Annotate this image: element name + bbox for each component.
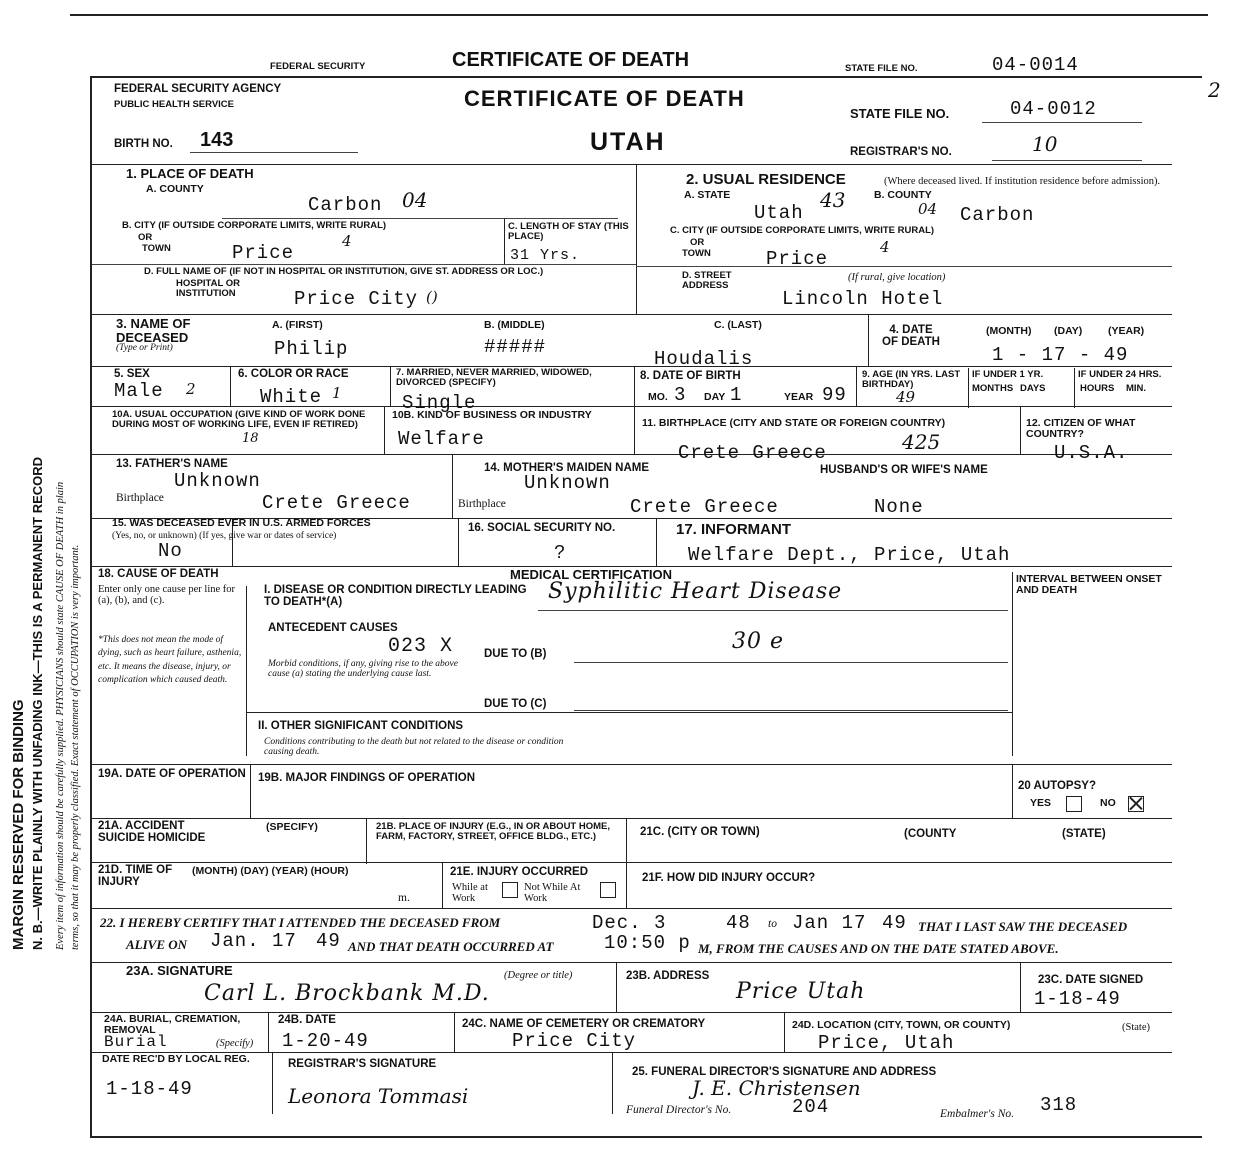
physician-signature: Carl L. Brockbank M.D. bbox=[204, 981, 490, 1006]
mother-birthplace-label: Birthplace bbox=[458, 498, 506, 510]
race: White bbox=[260, 386, 323, 408]
injury-meridiem-label: m. bbox=[398, 892, 410, 904]
race-label: 6. COLOR OR RACE bbox=[238, 368, 349, 380]
burial-label: 24A. BURIAL, CREMATION, REMOVAL bbox=[104, 1013, 241, 1037]
residence-state-label: A. STATE bbox=[684, 189, 731, 201]
length-of-stay: 31 Yrs. bbox=[510, 247, 581, 264]
residence-city-code: 4 bbox=[880, 238, 890, 256]
not-at-work-label: Not While At Work bbox=[524, 882, 581, 905]
residence-label: 2. USUAL RESIDENCE bbox=[686, 171, 846, 188]
residence-or-label: OR bbox=[690, 237, 705, 248]
date-of-death: 1 - 17 - 49 bbox=[992, 344, 1129, 366]
date-signed: 1-18-49 bbox=[1034, 988, 1121, 1010]
autopsy-yes-label: YES bbox=[1030, 797, 1052, 809]
cemetery-name: Price City bbox=[512, 1030, 637, 1052]
street-label: D. STREET ADDRESS bbox=[682, 270, 732, 291]
birth-year: 99 bbox=[822, 384, 847, 406]
last-name: Houdalis bbox=[654, 348, 754, 370]
medical-certification-title: MEDICAL CERTIFICATION bbox=[510, 567, 673, 582]
name-label: 3. NAME OF DECEASED bbox=[116, 316, 191, 345]
accident-label: 21A. ACCIDENT SUICIDE HOMICIDE bbox=[98, 820, 206, 845]
certify-statement-3: M, FROM THE CAUSES AND ON THE DATE STATED ABOVE. bbox=[698, 941, 1059, 956]
physician-address: Price Utah bbox=[736, 979, 866, 1004]
sex-label: 5. SEX bbox=[114, 368, 150, 380]
director-no-label: Funeral Director's No. bbox=[626, 1104, 732, 1116]
under-24-hours-label: IF UNDER 24 HRS. bbox=[1078, 369, 1162, 380]
while-at-work-checkbox[interactable] bbox=[502, 882, 518, 898]
attended-from-year: 48 bbox=[726, 912, 751, 934]
spouse-label: HUSBAND'S OR WIFE'S NAME bbox=[820, 464, 988, 476]
back-title: CERTIFICATE OF DEATH bbox=[452, 49, 690, 71]
attended-to-label: to bbox=[768, 918, 777, 930]
registrar-signature-label: REGISTRAR'S SIGNATURE bbox=[288, 1058, 437, 1070]
address-label: 23B. ADDRESS bbox=[626, 970, 710, 982]
institution-name: Price City bbox=[294, 288, 419, 310]
minutes-label: MIN. bbox=[1126, 383, 1147, 394]
due-to-c-label: DUE TO (C) bbox=[484, 698, 547, 710]
certificate-title: CERTIFICATE OF DEATH bbox=[464, 86, 745, 111]
months-label: MONTHS bbox=[972, 383, 1014, 394]
cause-definition-note: *This does not mean the mode of dying, such as heart failure, asthenia, etc. It means the disease, injury, or complication which caused death. bbox=[98, 635, 242, 685]
name-print-note: (Type or Print) bbox=[116, 343, 173, 353]
primary-cause: Syphilitic Heart Disease bbox=[548, 579, 843, 604]
age-label: 9. AGE (IN YRS. LAST BIRTHDAY) bbox=[862, 369, 961, 390]
father-birthplace-label: Birthplace bbox=[116, 492, 164, 504]
birthplace-code: 425 bbox=[902, 430, 941, 454]
father-name-label: 13. FATHER'S NAME bbox=[116, 458, 228, 470]
burial-type: Burial bbox=[104, 1033, 168, 1051]
attended-from: Dec. 3 bbox=[592, 912, 667, 934]
antecedent-label: ANTECEDENT CAUSES bbox=[268, 622, 398, 634]
residence-state-code: 43 bbox=[820, 188, 846, 212]
certify-statement-1: 22. I HEREBY CERTIFY THAT I ATTENDED THE DECEASED FROM bbox=[100, 915, 501, 930]
agency-name: FEDERAL SECURITY AGENCY bbox=[114, 83, 282, 95]
not-at-work-checkbox[interactable] bbox=[600, 882, 616, 898]
autopsy-yes-checkbox[interactable] bbox=[1066, 796, 1082, 812]
occupation: 18 bbox=[242, 431, 259, 446]
injury-state-label: (STATE) bbox=[1062, 828, 1106, 840]
residence-state: Utah bbox=[754, 202, 804, 224]
birthplace: Crete Greece bbox=[678, 442, 827, 464]
alive-on-label: ALIVE ON bbox=[126, 937, 188, 952]
death-city: Price bbox=[232, 242, 295, 264]
place-of-death-label: 1. PLACE OF DEATH bbox=[126, 166, 254, 181]
marital-status: Single bbox=[402, 392, 477, 414]
mother-name-label: 14. MOTHER'S MAIDEN NAME bbox=[484, 462, 650, 474]
margin-binding-note: MARGIN RESERVED FOR BINDING bbox=[10, 699, 27, 950]
signature-label: 23A. SIGNATURE bbox=[126, 963, 233, 978]
date-received-label: DATE REC'D BY LOCAL REG. bbox=[102, 1053, 250, 1065]
death-month-label: (MONTH) bbox=[986, 325, 1032, 337]
accident-specify-label: (SPECIFY) bbox=[266, 821, 318, 833]
citizen-label: 12. CITIZEN OF WHAT COUNTRY? bbox=[1026, 417, 1136, 441]
hospital-label: HOSPITAL OR INSTITUTION bbox=[176, 278, 241, 299]
date-of-birth-label: 8. DATE OF BIRTH bbox=[640, 370, 741, 382]
date-signed-label: 23C. DATE SIGNED bbox=[1038, 974, 1144, 986]
city-or-label: OR bbox=[138, 232, 153, 243]
date-of-death-label: 4. DATE OF DEATH bbox=[882, 324, 940, 349]
birth-day-label: DAY bbox=[704, 391, 726, 403]
under-one-year-label: IF UNDER 1 YR. bbox=[972, 369, 1044, 380]
burial-location: Price, Utah bbox=[818, 1032, 955, 1054]
director-number: 204 bbox=[792, 1096, 830, 1118]
birth-year-label: YEAR bbox=[784, 391, 814, 403]
age: 49 bbox=[896, 388, 916, 406]
registrar-signature: Leonora Tommasi bbox=[288, 1084, 469, 1108]
agency-service: PUBLIC HEALTH SERVICE bbox=[114, 99, 234, 110]
morbid-note: Morbid conditions, if any, giving rise to the above cause (a) stating the underlying cause last. bbox=[268, 659, 458, 679]
father-name: Unknown bbox=[174, 470, 261, 492]
spouse-name: None bbox=[874, 496, 924, 518]
first-name-label: A. (FIRST) bbox=[272, 319, 323, 331]
interval-label: INTERVAL BETWEEN ONSET AND DEATH bbox=[1016, 573, 1162, 597]
other-conditions-note: Conditions contributing to the death but not related to the disease or condition causing death. bbox=[264, 737, 564, 757]
race-code: 1 bbox=[332, 384, 342, 402]
attended-to: Jan 17 bbox=[792, 912, 867, 934]
birth-month: 3 bbox=[674, 384, 687, 406]
location-label: 24D. LOCATION (CITY, TOWN, OR COUNTY) bbox=[792, 1019, 1011, 1031]
registrar-no-label: REGISTRAR'S NO. bbox=[850, 146, 952, 158]
state-file-number: 04-0012 bbox=[1010, 98, 1097, 120]
birth-month-label: MO. bbox=[648, 391, 668, 403]
citizenship: U.S.A. bbox=[1054, 442, 1129, 464]
margin-instructions-1: Every item of information should be carefully supplied. PHYSICIANS should state CAUSE OF DEATH in plain bbox=[55, 481, 66, 950]
embalmer-number: 318 bbox=[1040, 1094, 1078, 1116]
institution-code: () bbox=[426, 288, 438, 306]
occupation-label: 10A. USUAL OCCUPATION (GIVE KIND OF WORK DONE DURING MOST OF WORKING LIFE, EVEN IF RETIRED) bbox=[112, 409, 366, 430]
institution-label: D. FULL NAME OF (IF NOT IN HOSPITAL OR INSTITUTION, GIVE ST. ADDRESS OR LOC.) bbox=[144, 266, 544, 277]
armed-forces-label: 15. WAS DECEASED EVER IN U.S. ARMED FORCES bbox=[112, 517, 371, 529]
disease-label: I. DISEASE OR CONDITION DIRECTLY LEADING TO DEATH*(A) bbox=[264, 584, 527, 609]
birth-no-label: BIRTH NO. bbox=[114, 138, 173, 150]
town-label: TOWN bbox=[142, 243, 171, 254]
alive-on-date: Jan. 17 bbox=[210, 930, 297, 952]
mother-name: Unknown bbox=[524, 472, 611, 494]
burial-date: 1-20-49 bbox=[282, 1030, 369, 1052]
death-county: Carbon bbox=[308, 194, 383, 216]
residence-city-label: C. CITY (IF OUTSIDE CORPORATE LIMITS, WRITE RURAL) bbox=[670, 225, 935, 236]
location-state-label: (State) bbox=[1122, 1022, 1150, 1033]
date-received: 1-18-49 bbox=[106, 1078, 193, 1100]
back-agency: FEDERAL SECURITY bbox=[270, 61, 366, 72]
stay-label: C. LENGTH OF STAY (THIS PLACE) bbox=[508, 221, 629, 242]
sex: Male bbox=[114, 380, 164, 402]
margin-instructions-2: terms, so that it may be properly classified. Exact statement of OCCUPATION is very important. bbox=[70, 544, 81, 950]
father-birthplace: Crete Greece bbox=[262, 492, 411, 514]
while-at-work-label: While at Work bbox=[452, 882, 488, 905]
birth-number: 143 bbox=[200, 129, 234, 151]
armed-forces-note: (Yes, no, or unknown) (If yes, give war or dates of service) bbox=[112, 531, 337, 541]
residence-city: Price bbox=[766, 248, 829, 270]
injury-city-label: 21C. (CITY OR TOWN) bbox=[640, 826, 760, 838]
marital-label: 7. MARRIED, NEVER MARRIED, WIDOWED, DIVORCED (SPECIFY) bbox=[396, 367, 592, 388]
operation-findings-label: 19B. MAJOR FINDINGS OF OPERATION bbox=[258, 772, 476, 784]
injury-time-columns: (MONTH) (DAY) (YEAR) (HOUR) bbox=[192, 865, 349, 877]
back-file-no: 04-0014 bbox=[992, 54, 1079, 76]
armed-forces: No bbox=[158, 540, 183, 562]
city-label: B. CITY (IF OUTSIDE CORPORATE LIMITS, WRITE RURAL) bbox=[122, 220, 387, 231]
injury-place-label: 21B. PLACE OF INJURY (E.G., IN OR ABOUT HOME, FARM, FACTORY, STREET, OFFICE BLDG., ETC.) bbox=[376, 821, 611, 842]
injury-county-label: (COUNTY bbox=[904, 828, 957, 840]
cause-code: 023 X bbox=[388, 635, 454, 658]
death-county-code: 04 bbox=[402, 188, 428, 212]
due-to-b-label: DUE TO (B) bbox=[484, 648, 547, 660]
alive-on-year: 49 bbox=[316, 930, 341, 952]
registrar-number: 10 bbox=[1032, 132, 1058, 156]
residence-county-label: B. COUNTY bbox=[874, 189, 932, 201]
first-name: Philip bbox=[274, 338, 349, 360]
cause-note: Enter only one cause per line for (a), (b), and (c). bbox=[98, 584, 236, 607]
state-title: UTAH bbox=[590, 128, 666, 156]
attended-to-year: 49 bbox=[882, 912, 907, 934]
death-day-label: (DAY) bbox=[1054, 325, 1083, 337]
corner-mark: 2 bbox=[1208, 78, 1221, 102]
margin-ink-note: N. B.—WRITE PLAINLY WITH UNFADING INK—THIS IS A PERMANENT RECORD bbox=[30, 456, 45, 950]
residence-county: Carbon bbox=[960, 204, 1035, 226]
sex-code: 2 bbox=[186, 380, 196, 398]
certify-statement-2: THAT I LAST SAW THE DECEASED bbox=[918, 919, 1128, 934]
days-label: DAYS bbox=[1020, 383, 1046, 394]
middle-name-label: B. (MIDDLE) bbox=[484, 319, 545, 331]
county-label: A. COUNTY bbox=[146, 183, 204, 195]
other-conditions-label: II. OTHER SIGNIFICANT CONDITIONS bbox=[258, 720, 464, 732]
death-city-code: 4 bbox=[342, 232, 352, 250]
residence-county-code: 04 bbox=[918, 200, 938, 218]
birth-day: 1 bbox=[730, 384, 743, 406]
operation-date-label: 19A. DATE OF OPERATION bbox=[98, 768, 246, 780]
hours-label: HOURS bbox=[1080, 383, 1115, 394]
injury-occurred-label: 21E. INJURY OCCURRED bbox=[450, 866, 589, 878]
middle-name: ##### bbox=[484, 336, 547, 358]
business-label: 10B. KIND OF BUSINESS OR INDUSTRY bbox=[392, 409, 592, 421]
business: Welfare bbox=[398, 428, 485, 450]
embalmer-no-label: Embalmer's No. bbox=[940, 1108, 1015, 1120]
due-to-b: 30 e bbox=[732, 629, 785, 654]
residence-street: Lincoln Hotel bbox=[782, 288, 944, 310]
death-year-label: (YEAR) bbox=[1108, 325, 1145, 337]
funeral-director-signature: J. E. Christensen bbox=[692, 1076, 861, 1100]
time-of-death: 10:50 p bbox=[604, 932, 691, 954]
mother-birthplace: Crete Greece bbox=[630, 496, 779, 518]
degree-label: (Degree or title) bbox=[504, 970, 573, 981]
injury-time-label: 21D. TIME OF INJURY bbox=[98, 864, 173, 889]
death-certificate bbox=[90, 76, 1202, 1138]
autopsy-no-checkbox[interactable] bbox=[1128, 796, 1144, 812]
funeral-director-label: 25. FUNERAL DIRECTOR'S SIGNATURE AND ADDRESS bbox=[632, 1066, 937, 1078]
residence-note: (Where deceased lived. If institution residence before admission). bbox=[884, 176, 1161, 187]
state-file-label: STATE FILE NO. bbox=[850, 106, 950, 121]
cause-of-death-label: 18. CAUSE OF DEATH bbox=[98, 568, 219, 580]
burial-date-label: 24B. DATE bbox=[278, 1014, 336, 1026]
residence-town-label: TOWN bbox=[682, 248, 711, 259]
social-security: ? bbox=[554, 542, 567, 564]
last-name-label: C. (LAST) bbox=[714, 319, 762, 331]
street-note: (If rural, give location) bbox=[848, 272, 946, 283]
burial-specify-label: (Specify) bbox=[216, 1038, 254, 1049]
injury-how-label: 21F. HOW DID INJURY OCCUR? bbox=[642, 872, 816, 884]
birthplace-label: 11. BIRTHPLACE (CITY AND STATE OR FOREIGN COUNTRY) bbox=[642, 417, 946, 429]
back-file-label: STATE FILE NO. bbox=[845, 63, 918, 74]
informant: Welfare Dept., Price, Utah bbox=[688, 544, 1011, 566]
social-security-label: 16. SOCIAL SECURITY NO. bbox=[468, 522, 616, 534]
death-occurred-label: AND THAT DEATH OCCURRED AT bbox=[348, 939, 554, 954]
cemetery-label: 24C. NAME OF CEMETERY OR CREMATORY bbox=[462, 1018, 706, 1030]
autopsy-no-label: NO bbox=[1100, 797, 1116, 809]
autopsy-label: 20 AUTOPSY? bbox=[1018, 780, 1096, 792]
informant-label: 17. INFORMANT bbox=[676, 521, 792, 538]
